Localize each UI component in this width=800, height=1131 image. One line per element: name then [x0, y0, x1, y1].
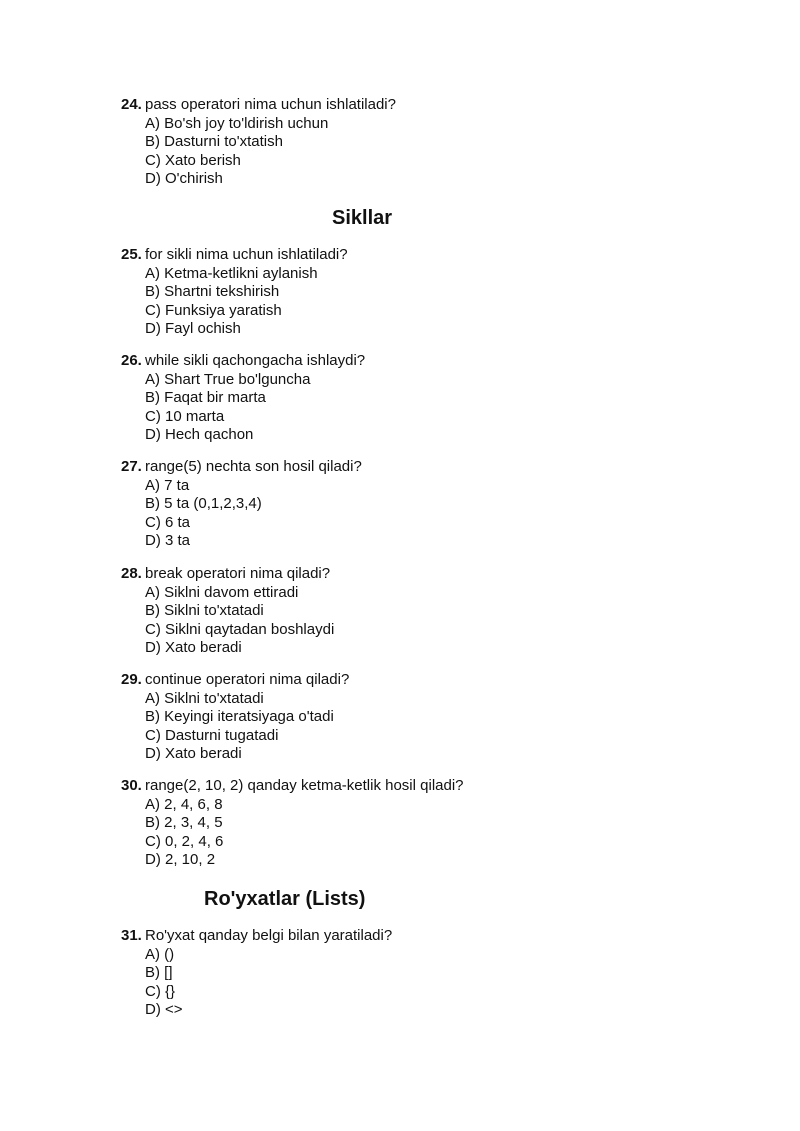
- answer-option-b: B) Shartni tekshirish: [145, 283, 280, 301]
- answer-option-a: A) 2, 4, 6, 8: [145, 795, 223, 813]
- question-number: 25.: [121, 246, 142, 263]
- answer-option-b: B) []: [145, 964, 173, 982]
- answer-option-c: C) Dasturni tugatadi: [145, 726, 279, 744]
- question-number: 27.: [121, 458, 142, 475]
- question-number: 24.: [121, 96, 142, 113]
- answer-option-d: D) Hech qachon: [145, 426, 254, 444]
- question-30: [121, 777, 721, 870]
- question-number: 28.: [121, 565, 142, 582]
- answer-option-d: D) O'chirish: [145, 170, 223, 188]
- question-number: 31.: [121, 927, 142, 944]
- answer-option-d: D) 3 ta: [145, 532, 191, 550]
- question-25: [121, 246, 721, 339]
- question-29: [121, 671, 721, 764]
- question-text: Ro'yxat qanday belgi bilan yaratiladi?: [145, 927, 393, 944]
- answer-option-c: C) 6 ta: [145, 513, 191, 531]
- question-number: 26.: [121, 352, 142, 369]
- answer-option-a: A) Shart True bo'lguncha: [145, 370, 311, 388]
- question-24: [121, 96, 721, 189]
- question-text: pass operatori nima uchun ishlatiladi?: [145, 96, 396, 113]
- answer-option-d: D) <>: [145, 1001, 183, 1019]
- answer-option-c: C) Xato berish: [145, 151, 241, 169]
- section-title-royxatlar: Ro'yxatlar (Lists): [204, 888, 366, 910]
- answer-option-a: A) 7 ta: [145, 476, 190, 494]
- question-text: continue operatori nima qiladi?: [145, 671, 350, 688]
- answer-option-c: C) {}: [145, 982, 176, 1000]
- answer-option-c: C) Funksiya yaratish: [145, 301, 282, 319]
- question-26: [121, 352, 721, 445]
- answer-option-b: B) Keyingi iteratsiyaga o'tadi: [145, 708, 334, 726]
- answer-option-a: A) (): [145, 945, 175, 963]
- answer-option-a: A) Ketma-ketlikni aylanish: [145, 264, 318, 282]
- question-text: for sikli nima uchun ishlatiladi?: [145, 246, 348, 263]
- answer-option-b: B) 5 ta (0,1,2,3,4): [145, 495, 262, 513]
- question-number: 29.: [121, 671, 142, 688]
- section-title-sikllar: Sikllar: [332, 207, 393, 229]
- answer-option-a: A) Siklni davom ettiradi: [145, 583, 299, 601]
- answer-option-b: B) Siklni to'xtatadi: [145, 602, 264, 620]
- question-text: break operatori nima qiladi?: [145, 565, 331, 582]
- question-28: [121, 565, 721, 658]
- answer-option-d: D) 2, 10, 2: [145, 851, 216, 869]
- question-number: 30.: [121, 777, 142, 794]
- question-27: [121, 458, 721, 551]
- answer-option-d: D) Fayl ochish: [145, 320, 241, 338]
- answer-option-d: D) Xato beradi: [145, 745, 242, 763]
- answer-option-b: B) Faqat bir marta: [145, 389, 266, 407]
- answer-option-d: D) Xato beradi: [145, 639, 242, 657]
- answer-option-b: B) 2, 3, 4, 5: [145, 814, 223, 832]
- answer-option-c: C) 10 marta: [145, 407, 225, 425]
- answer-option-c: C) Siklni qaytadan boshlaydi: [145, 620, 335, 638]
- answer-option-b: B) Dasturni to'xtatish: [145, 133, 283, 151]
- answer-option-a: A) Siklni to'xtatadi: [145, 689, 264, 707]
- question-text: while sikli qachongacha ishlaydi?: [145, 352, 366, 369]
- answer-option-c: C) 0, 2, 4, 6: [145, 832, 224, 850]
- question-text: range(2, 10, 2) qanday ketma-ketlik hosil qiladi?: [145, 777, 464, 794]
- answer-option-a: A) Bo'sh joy to'ldirish uchun: [145, 114, 329, 132]
- question-31: [121, 927, 721, 1020]
- question-text: range(5) nechta son hosil qiladi?: [145, 458, 362, 475]
